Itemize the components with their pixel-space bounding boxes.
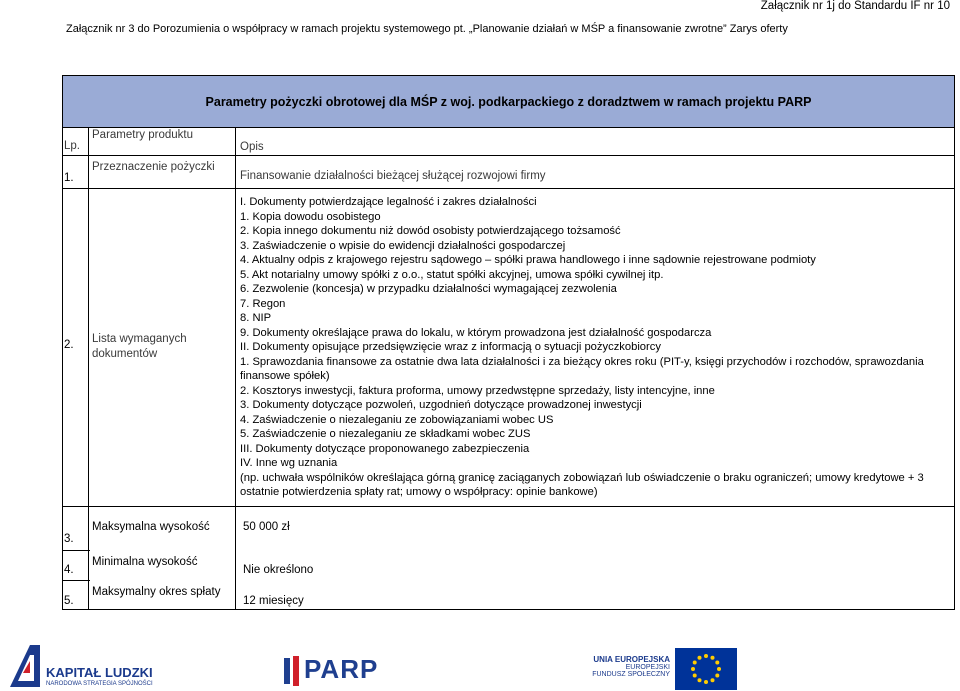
row5-desc: 12 miesięcy (243, 595, 304, 607)
row2-param: Lista wymaganych dokumentów (92, 333, 187, 360)
eu-social-fund-text: FUNDUSZ SPOŁECZNY (592, 671, 670, 678)
list-item: 9. Dokumenty określające prawa do lokalu, w którym prowadzona jest działalność gospodarcza (240, 326, 712, 339)
table-title-text: Parametry pożyczki obrotowej dla MŚP z woj. podkarpackiego z doradztwem w ramach projektu PARP (205, 94, 812, 109)
row5-lp: 5. (64, 595, 74, 607)
required-docs-list (240, 195, 950, 500)
grid-line (62, 188, 955, 189)
parp-logo (282, 650, 382, 688)
kapital-ludzki-title: KAPITAŁ LUDZKI (46, 665, 153, 680)
row4-desc: Nie określono (243, 564, 314, 576)
list-item: 5. Zaświadczenie o niezaleganiu ze składkami wobec ZUS (240, 428, 531, 440)
kapital-ludzki-logo (8, 643, 158, 691)
eu-flag-icon (675, 648, 737, 690)
col-header-desc: Opis (240, 141, 264, 153)
eu-union-text: UNIA EUROPEJSKA (593, 655, 670, 664)
row1-param: Przeznaczenie pożyczki (92, 161, 215, 173)
list-item: 2. Kosztorys inwestycji, faktura proforma, umowy przedwstępne sprzedaży, listy intencyjne, inne (240, 384, 715, 397)
grid-line (62, 609, 955, 610)
grid-line (235, 128, 236, 610)
col-header-lp: Lp. (64, 140, 80, 152)
list-item: 1. Kopia dowodu osobistego (240, 210, 381, 223)
list-item: 6. Zezwolenie (koncesja) w przypadku działalności wymagającej zezwolenia (240, 283, 617, 295)
list-item: II. Dokumenty opisujące przedsięwzięcie wraz z informacją o sytuacji pożyczkobiorcy (240, 341, 661, 353)
kapital-ludzki-subtitle: NARODOWA STRATEGIA SPÓJNOŚCI (46, 681, 153, 687)
list-item: 1. Sprawozdania finansowe za ostatnie dwa lata działalności i za bieżący okres roku (PIT-y, księgi przychodów i rozchodów, sprawozdania finansowe spółek) (240, 355, 924, 382)
grid-line (62, 155, 955, 156)
parp-emblem-icon (282, 654, 302, 688)
annex-standard-label: Załącznik nr 1j do Standardu IF nr 10 (760, 0, 950, 12)
row3-param: Maksymalna wysokość (92, 521, 210, 533)
grid-line (62, 580, 90, 581)
grid-line (62, 128, 63, 610)
eu-logo (545, 646, 955, 691)
list-item: IV. Inne wg uznania (240, 457, 338, 469)
row4-param: Minimalna wysokość (92, 556, 198, 568)
grid-line (62, 506, 955, 507)
kapital-ludzki-emblem-icon (8, 643, 42, 689)
list-item: 2. Kopia innego dokumentu niż dowód osobisty potwierdzającego tożsamość (240, 225, 621, 237)
parp-text: PARP (304, 654, 379, 684)
eu-label (545, 655, 670, 678)
list-item: 4. Aktualny odpis z krajowego rejestru sądowego – spółki prawa handlowego i inne sądownie rejestrowane podmioty (240, 254, 816, 266)
annex-agreement-label: Załącznik nr 3 do Porozumienia o współpracy w ramach projektu systemowego pt. „Planowanie działań w MŚP a finansowanie zwrotne” Zarys oferty (66, 23, 788, 35)
grid-line (88, 128, 89, 610)
list-item: 5. Akt notarialny umowy spółki z o.o., statut spółki akcyjnej, umowa spółki cywilnej itp. (240, 268, 664, 281)
list-item: I. Dokumenty potwierdzające legalność i zakres działalności (240, 196, 537, 208)
row1-lp: 1. (64, 172, 74, 184)
col-header-param: Parametry produktu (92, 129, 193, 141)
grid-line (62, 550, 90, 551)
list-item: 7. Regon (240, 297, 286, 310)
row3-lp: 3. (64, 533, 74, 545)
row3-desc: 50 000 zł (243, 521, 290, 533)
row2-lp: 2. (64, 339, 74, 351)
row4-lp: 4. (64, 564, 74, 576)
eu-fund-text: EUROPEJSKI (625, 664, 670, 671)
table-title (62, 75, 955, 128)
grid-line (954, 128, 955, 610)
list-item: III. Dokumenty dotyczące proponowanego zabezpieczenia (240, 442, 530, 455)
list-item: (np. uchwała wspólników określająca górną granicę zaciąganych zobowiązań lub oświadczenie o braku ograniczeń; umowy kredytowe + 3 ostatnie potwierdzenia spłaty rat; umowy o współpracy: opinie bankowe) (240, 471, 924, 498)
list-item: 8. NIP (240, 312, 272, 324)
list-item: 3. Zaświadczenie o wpisie do ewidencji działalności gospodarczej (240, 239, 566, 252)
row1-desc: Finansowanie działalności bieżącej służącej rozwojowi firmy (240, 170, 546, 182)
list-item: 3. Dokumenty dotyczące pozwoleń, uzgodnień dotyczące prowadzonej inwestycji (240, 399, 642, 411)
row5-param: Maksymalny okres spłaty (92, 586, 221, 598)
list-item: 4. Zaświadczenie o niezaleganiu ze zobowiązaniami wobec US (240, 413, 554, 426)
